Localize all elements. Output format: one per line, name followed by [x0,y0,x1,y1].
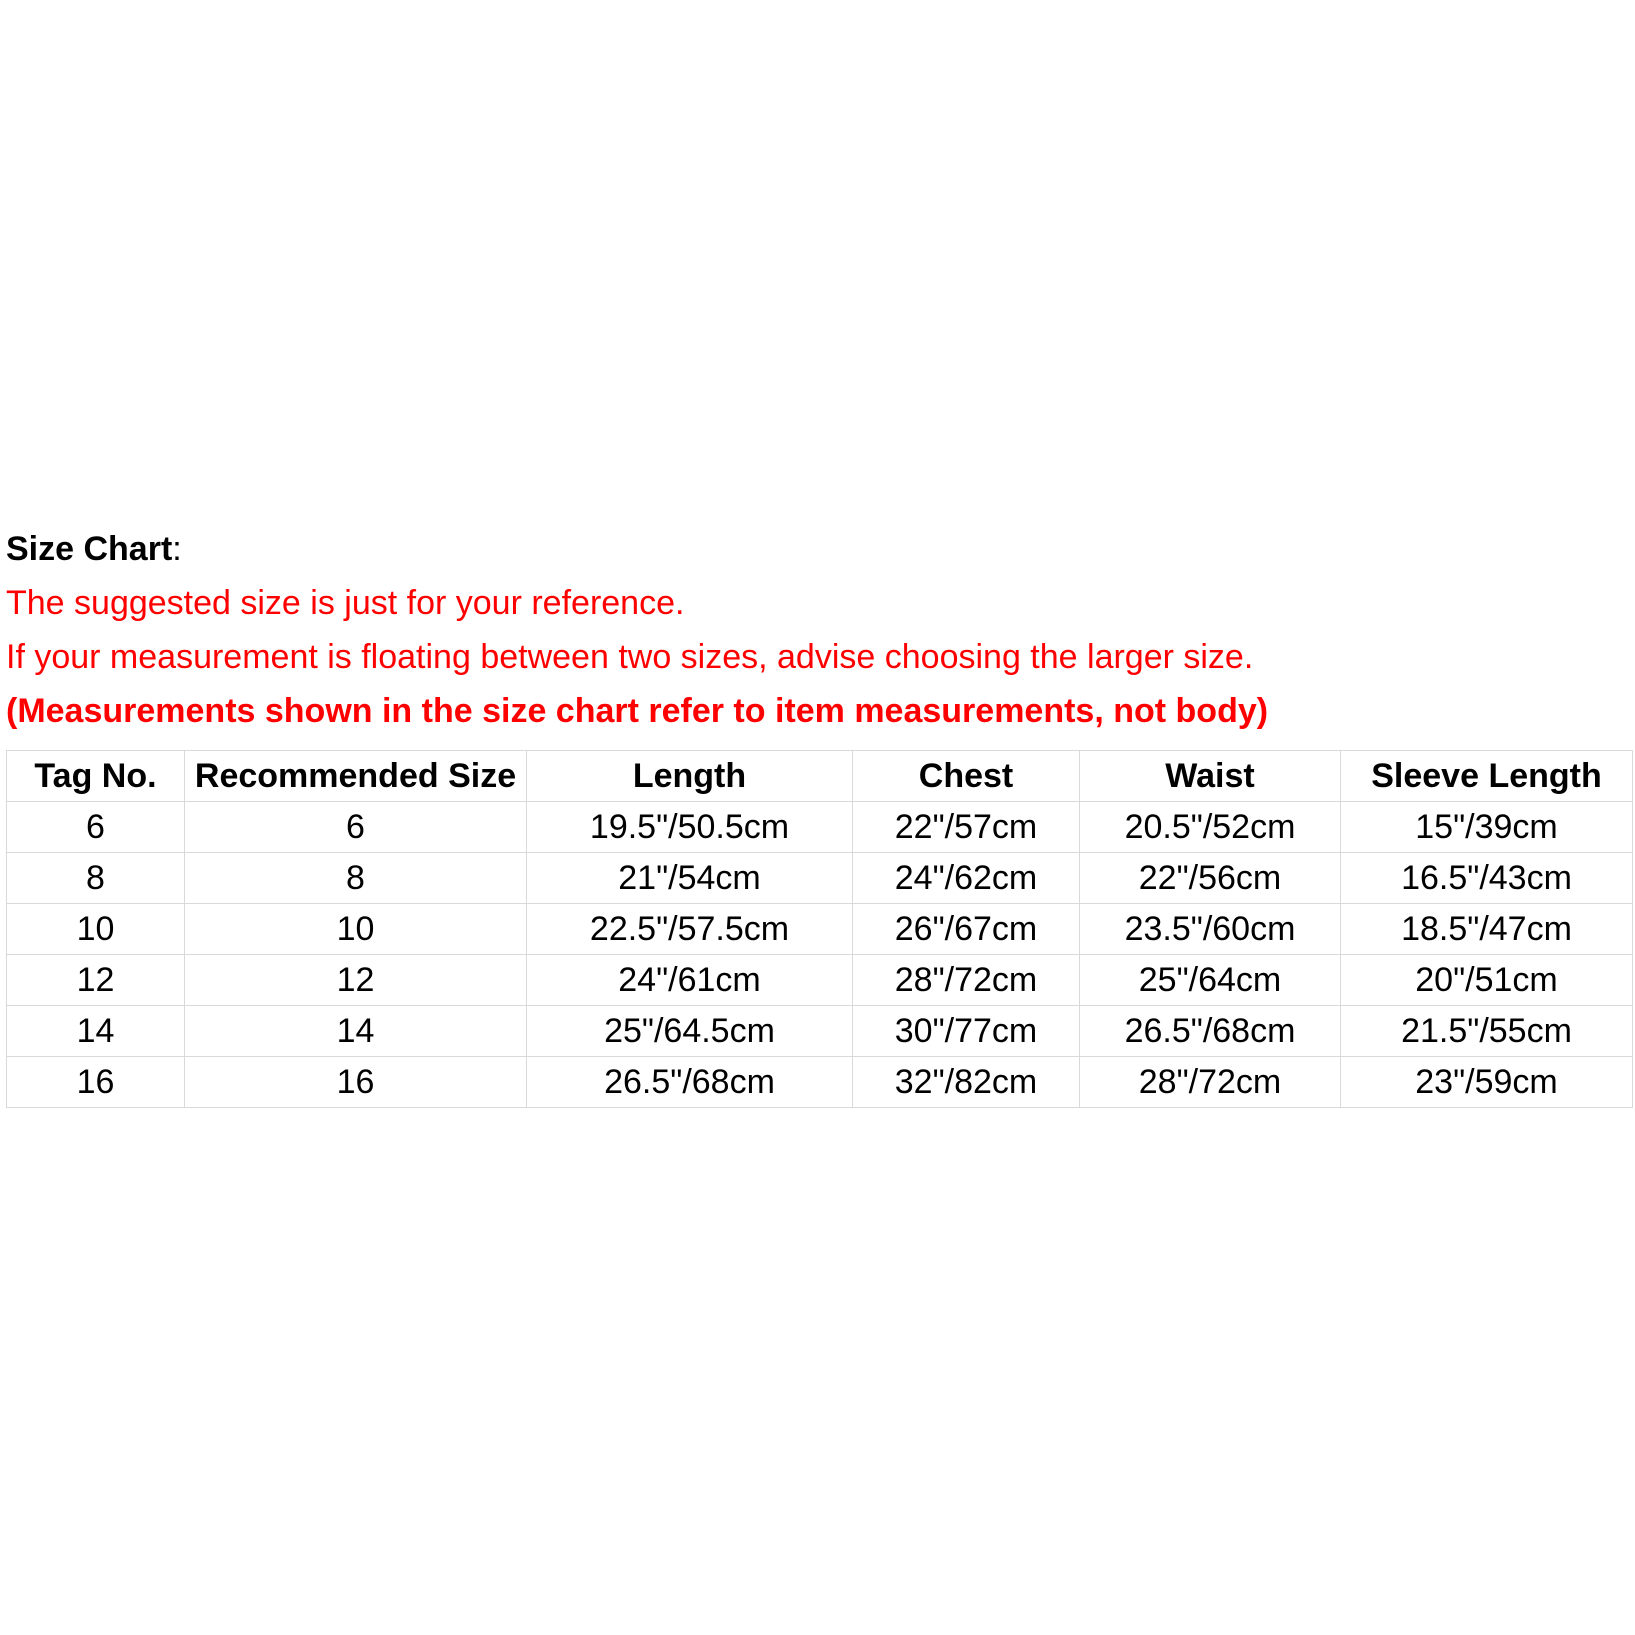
size-chart-section [6,522,1632,1108]
cell-chest: 28"/72cm [853,955,1080,1006]
cell-sleeve-length: 15"/39cm [1341,802,1633,853]
cell-length: 24"/61cm [527,955,853,1006]
cell-sleeve-length: 16.5"/43cm [1341,853,1633,904]
cell-sleeve-length: 18.5"/47cm [1341,904,1633,955]
column-header-recommended-size: Recommended Size [185,751,527,802]
cell-chest: 30"/77cm [853,1006,1080,1057]
cell-waist: 28"/72cm [1080,1057,1341,1108]
cell-tag-no: 8 [7,853,185,904]
cell-waist: 23.5"/60cm [1080,904,1341,955]
cell-tag-no: 14 [7,1006,185,1057]
size-table [6,750,1633,1108]
cell-sleeve-length: 20"/51cm [1341,955,1633,1006]
column-header-tag-no: Tag No. [7,751,185,802]
cell-recommended-size: 12 [185,955,527,1006]
cell-waist: 22"/56cm [1080,853,1341,904]
table-row [7,853,1633,904]
cell-length: 26.5"/68cm [527,1057,853,1108]
cell-chest: 24"/62cm [853,853,1080,904]
cell-chest: 22"/57cm [853,802,1080,853]
table-row [7,802,1633,853]
cell-waist: 25"/64cm [1080,955,1341,1006]
cell-length: 21"/54cm [527,853,853,904]
cell-waist: 26.5"/68cm [1080,1006,1341,1057]
cell-tag-no: 10 [7,904,185,955]
cell-chest: 26"/67cm [853,904,1080,955]
cell-length: 19.5"/50.5cm [527,802,853,853]
column-header-sleeve-length: Sleeve Length [1341,751,1633,802]
reference-note: The suggested size is just for your reference. [6,584,685,622]
title-colon: : [172,530,182,568]
cell-recommended-size: 16 [185,1057,527,1108]
column-header-length: Length [527,751,853,802]
page-title: Size Chart [6,530,173,568]
cell-recommended-size: 6 [185,802,527,853]
cell-tag-no: 16 [7,1057,185,1108]
table-row [7,955,1633,1006]
cell-length: 22.5"/57.5cm [527,904,853,955]
cell-tag-no: 6 [7,802,185,853]
table-row [7,904,1633,955]
table-row [7,1057,1633,1108]
cell-recommended-size: 8 [185,853,527,904]
table-header-row [7,751,1633,802]
column-header-chest: Chest [853,751,1080,802]
cell-sleeve-length: 21.5"/55cm [1341,1006,1633,1057]
table-row [7,1006,1633,1057]
cell-length: 25"/64.5cm [527,1006,853,1057]
cell-recommended-size: 10 [185,904,527,955]
cell-chest: 32"/82cm [853,1057,1080,1108]
cell-tag-no: 12 [7,955,185,1006]
column-header-waist: Waist [1080,751,1341,802]
measurement-disclaimer: (Measurements shown in the size chart refer to item measurements, not body) [6,692,1269,730]
cell-waist: 20.5"/52cm [1080,802,1341,853]
sizing-advice-note: If your measurement is floating between two sizes, advise choosing the larger size. [6,638,1254,676]
cell-sleeve-length: 23"/59cm [1341,1057,1633,1108]
cell-recommended-size: 14 [185,1006,527,1057]
size-chart-heading [6,522,1632,576]
